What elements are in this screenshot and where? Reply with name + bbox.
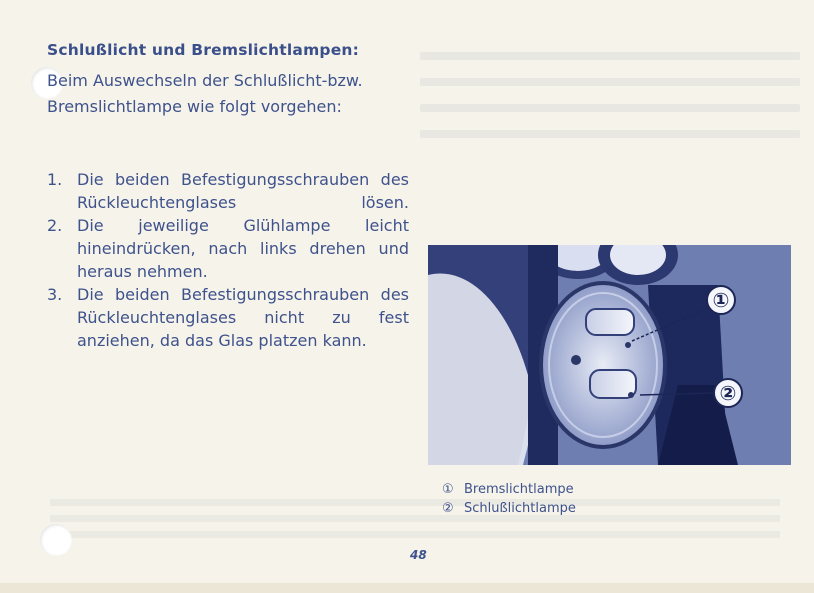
tail-light-photo: [428, 245, 791, 465]
instruction-step: [47, 168, 409, 214]
step-number: 1.: [47, 170, 63, 189]
instruction-steps: [47, 168, 409, 352]
page-number: 48: [410, 548, 427, 562]
callout-2: ②: [719, 381, 737, 405]
caption-item: [442, 499, 576, 518]
caption-number: ①: [442, 482, 454, 497]
page-bottom-edge: [0, 583, 814, 593]
step-text: Die jeweilige Glühlampe leicht hineindrücken, nach links drehen und heraus nehmen.: [77, 216, 409, 281]
section-heading: Schlußlicht und Bremslichtlampen:: [47, 41, 360, 59]
step-text: Die beiden Befestigungsschrauben des Rückleuchtenglases lösen.: [77, 170, 409, 212]
caption-item: [442, 480, 576, 499]
bleed-through-text-bottom: [50, 490, 780, 530]
step-text: Die beiden Befestigungsschrauben des Rückleuchtenglases nicht zu fest anziehen, da das Glas platzen kann.: [77, 285, 409, 350]
intro-paragraph: Beim Auswechseln der Schlußlicht-bzw. Bremslichtlampe wie folgt vorgehen:: [47, 71, 363, 116]
instruction-step: [47, 214, 409, 283]
step-number: 3.: [47, 285, 63, 304]
instruction-step: [47, 283, 409, 352]
caption-label: Bremslichtlampe: [464, 482, 574, 497]
caption-label: Schlußlichtlampe: [464, 501, 576, 516]
bleed-through-text: [420, 34, 800, 144]
caption-number: ②: [442, 501, 454, 516]
callout-1: ①: [712, 288, 730, 312]
step-number: 2.: [47, 216, 63, 235]
tail-light-illustration: [428, 245, 791, 465]
photo-captions: [442, 480, 576, 518]
punch-hole-bottom: [40, 524, 72, 556]
